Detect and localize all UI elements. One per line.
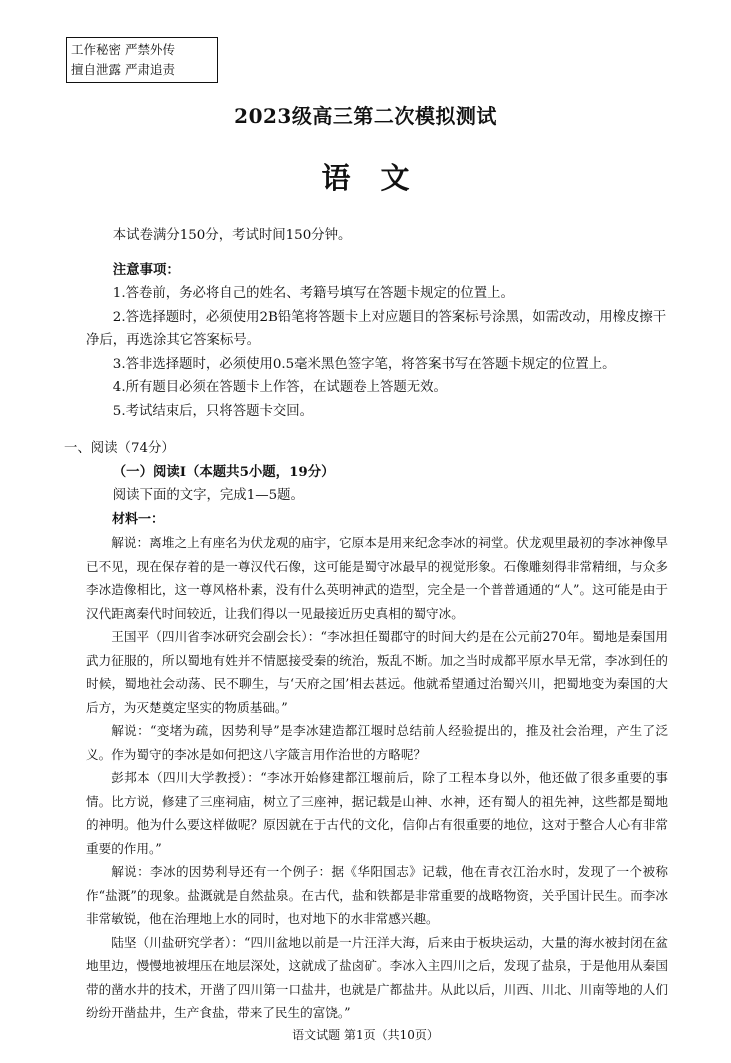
- section-heading: 一、阅读（74分）: [64, 441, 175, 456]
- reading-instruction: 阅读下面的文字，完成1—5题。: [112, 488, 304, 503]
- notice-item: 4.所有题目必须在答题卡上作答，在试题卷上答题无效。: [112, 380, 447, 395]
- passage-paragraph: 解说：李冰的因势利导还有一个例子：据《华阳国志》记载，他在青衣江治水时，发现了一个被称作“盐溉”的现象。盐溉就是自然盐泉。在古代，盐和铁都是非常重要的战略物资，关乎国计民生。而李冰非常敏锐，他在治理地上水的同时，也对地下的水非常感兴趣。: [86, 864, 668, 926]
- passage-paragraph: 解说：“变堵为疏，因势利导”是李冰建造都江堰时总结前人经验提出的，推及社会治理，产生了泛义。作为蜀守的李冰是如何把这八字箴言用作治世的方略呢？: [86, 723, 668, 762]
- material-label: 材料一：: [112, 511, 165, 527]
- passage-paragraph: 陆坚（川盐研究学者）：“四川盆地以前是一片汪洋大海，后来由于板块运动，大量的海水被封闭在盆地里边，慢慢地被埋压在地层深处，这就成了盐卤矿。李冰入主四川之后，发现了盐泉，于是他用从秦国带的凿水井的技术，开凿了四川第一口盐井，也就是广都盐井。从此以后，川西、川北、川南等地的人们纷纷开凿盐井，生产食盐，带来了民生的富饶。”: [86, 934, 668, 1020]
- page-footer: 语文试题 第1页（共10页）: [292, 1028, 439, 1042]
- exam-title: 2023级高三第二次模拟测试: [234, 104, 497, 128]
- confidentiality-stamp: [66, 37, 218, 83]
- notice-heading: 注意事项：: [112, 261, 180, 278]
- notice-item: 5.考试结束后，只将答题卡交回。: [112, 403, 314, 419]
- exam-info: 本试卷满分150分，考试时间150分钟。: [112, 228, 352, 243]
- passage-paragraph: 解说：离堆之上有座名为伏龙观的庙宇，它原本是用来纪念李冰的祠堂。伏龙观里最初的李冰神像早已不见，现在保存着的是一尊汉代石像，这可能是蜀守冰最早的视觉形象。石像雕刻得非常精细，与众多李冰造像相比，这一尊风格朴素，没有什么英明神武的造型，完全是一个普普通通的“人”。这可能是由于汉代距离秦代时间较近，让我们得以一见最接近历史真相的蜀守冰。: [86, 535, 668, 621]
- notice-item: 2.答选择题时，必须使用2B铅笔将答题卡上对应题目的答案标号涂黑，如需改动，用橡皮擦干净后，再选涂其它答案标号。: [86, 309, 667, 348]
- sub-section-heading: （一）阅读Ⅰ（本题共5小题，19分）: [112, 463, 335, 480]
- notice-item: 1.答卷前，务必将自己的姓名、考籍号填写在答题卡规定的位置上。: [112, 286, 514, 301]
- stamp-line-1: 工作秘密 严禁外传: [71, 42, 175, 57]
- passage-paragraph: 彭邦本（四川大学教授）：“李冰开始修建都江堰前后，除了工程本身以外，他还做了很多重要的事情。比方说，修建了三座祠庙，树立了三座神，据记载是山神、水神，还有蜀人的祖先神，这些都是蜀地的神明。他为什么要这样做呢？原因就在于古代的文化，信仰占有很重要的地位，这对于整合人心有非常重要的作用。”: [86, 770, 668, 856]
- passage: [86, 531, 668, 1025]
- subject-title: 语文: [321, 161, 440, 195]
- passage-paragraph: 王国平（四川省李冰研究会副会长）：“李冰担任蜀郡守的时间大约是在公元前270年。蜀地是秦国用武力征服的，所以蜀地有姓并不情愿接受秦的统治，叛乱不断。加之当时成都平原水旱无常，李冰到任的时候，蜀地社会动荡、民不聊生，与‘天府之国’相去甚远。他就希望通过治蜀兴川，把蜀地变为秦国的大后方，为灭楚奠定坚实的物质基础。”: [86, 629, 668, 715]
- notice-item: 3.答非选择题时，必须使用0.5毫米黑色签字笔，将答案书写在答题卡规定的位置上。: [112, 356, 616, 372]
- exam-body: [64, 224, 668, 1025]
- stamp-line-2: 擅自泄露 严肃追责: [71, 62, 175, 77]
